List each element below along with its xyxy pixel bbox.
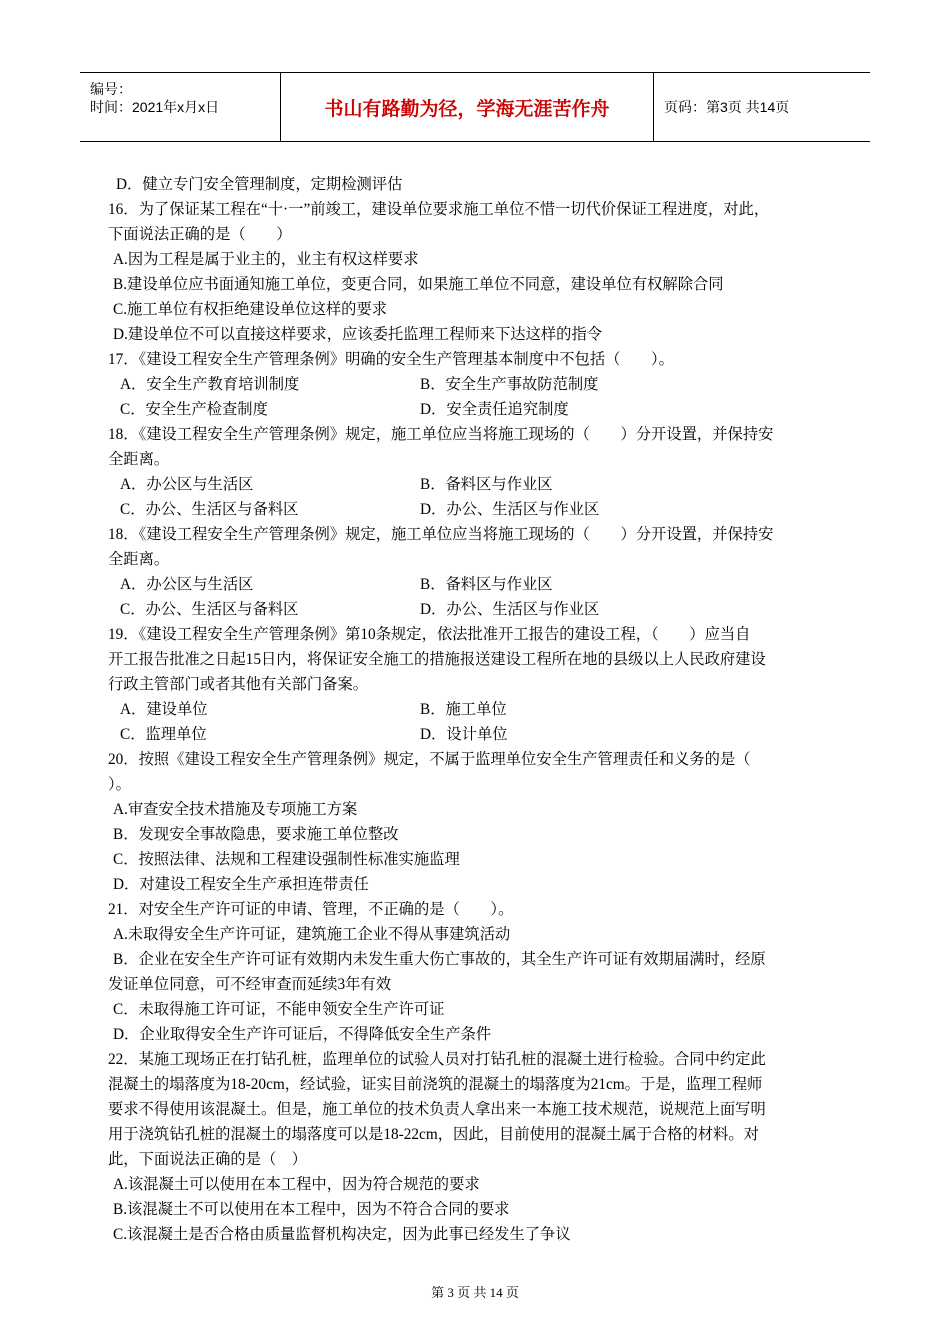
option-text: C．办公、生活区与备料区: [120, 501, 299, 518]
text-line: 18．《建设工程安全生产管理条例》规定，施工单位应当将施工现场的（ ）分开设置，并保持安: [108, 426, 774, 443]
document-body: [108, 172, 853, 1247]
text-line: C.施工单位有权拒绝建设单位这样的要求: [113, 301, 388, 318]
text-line: 19．《建设工程安全生产管理条例》第10条规定，依法批准开工报告的建设工程，（ ）应当自: [108, 626, 751, 643]
text-line: B．发现安全事故隐患，要求施工单位整改: [113, 826, 399, 843]
option-text: D．办公、生活区与作业区: [420, 601, 600, 618]
option-row: [108, 597, 853, 622]
text-line: A.审查安全技术措施及专项施工方案: [113, 801, 358, 818]
text-line: 开工报告批准之日起15日内，将保证安全施工的措施报送建设工程所在地的县级以上人民政府建设: [108, 651, 766, 668]
option-row: [108, 572, 853, 597]
option-row: [108, 722, 853, 747]
option-row: [108, 372, 853, 397]
text-line: D．企业取得安全生产许可证后，不得降低安全生产条件: [113, 1026, 492, 1043]
text-line: 18．《建设工程安全生产管理条例》规定，施工单位应当将施工现场的（ ）分开设置，并保持安: [108, 526, 774, 543]
text-line: A.因为工程是属于业主的，业主有权这样要求: [113, 251, 419, 268]
option-text: A．安全生产教育培训制度: [120, 376, 300, 393]
text-line: D．健立专门安全管理制度，定期检测评估: [116, 176, 403, 193]
text-line: 用于浇筑钻孔桩的混凝土的塌落度可以是18-22cm，因此，目前使用的混凝土属于合格的材料。对: [108, 1126, 759, 1143]
text-line: 17．《建设工程安全生产管理条例》明确的安全生产管理基本制度中不包括（ ）。: [108, 351, 674, 368]
text-line: 21．对安全生产许可证的申请、管理，不正确的是（ ）。: [108, 901, 514, 918]
text-line: 下面说法正确的是（ ）: [108, 226, 292, 243]
option-text: A．办公区与生活区: [120, 576, 254, 593]
page-header: [80, 72, 870, 142]
page-footer: 第 3 页 共 14 页: [431, 1285, 519, 1300]
text-line: C．按照法律、法规和工程建设强制性标准实施监理: [113, 851, 460, 868]
text-line: C.该混凝土是否合格由质量监督机构决定，因为此事已经发生了争议: [113, 1226, 571, 1243]
text-line: 20．按照《建设工程安全生产管理条例》规定，不属于监理单位安全生产管理责任和义务的是（: [108, 751, 751, 768]
option-text: B．施工单位: [420, 701, 507, 718]
option-text: C．安全生产检查制度: [120, 401, 268, 418]
header-info-cell: [80, 73, 281, 141]
document-number-label: 编号：: [90, 81, 132, 97]
option-text: D．安全责任追究制度: [420, 401, 569, 418]
option-text: A．建设单位: [120, 701, 208, 718]
option-row: [108, 472, 853, 497]
text-line: 要求不得使用该混凝土。但是，施工单位的技术负责人拿出来一本施工技术规范，说规范上面写明: [108, 1101, 766, 1118]
option-row: [108, 697, 853, 722]
option-text: C．办公、生活区与备料区: [120, 601, 299, 618]
option-text: B．备料区与作业区: [420, 476, 553, 493]
text-line: 此，下面说法正确的是（ ）: [108, 1151, 307, 1168]
text-line: B.该混凝土不可以使用在本工程中，因为不符合合同的要求: [113, 1201, 510, 1218]
text-line: 发证单位同意，可不经审查而延续3年有效: [108, 976, 391, 993]
option-text: C．监理单位: [120, 726, 207, 743]
text-line: 全距离。: [108, 551, 170, 568]
text-line: D．对建设工程安全生产承担连带责任: [113, 876, 369, 893]
text-line: 行政主管部门或者其他有关部门备案。: [108, 676, 369, 693]
header-page-label: 页码：第3页 共14页: [664, 99, 790, 115]
option-text: A．办公区与生活区: [120, 476, 254, 493]
text-line: 22．某施工现场正在打钻孔桩，监理单位的试验人员对打钻孔桩的混凝土进行检验。合同中约定此: [108, 1051, 766, 1068]
document-time-label: 时间：2021年x月x日: [90, 99, 220, 115]
option-text: D．设计单位: [420, 726, 508, 743]
text-line: B.建设单位应书面通知施工单位，变更合同，如果施工单位不同意，建设单位有权解除合同: [113, 276, 724, 293]
text-line: 16．为了保证某工程在“十·一”前竣工，建设单位要求施工单位不惜一切代价保证工程进度，对此，: [108, 201, 770, 218]
option-row: [108, 497, 853, 522]
text-line: A.未取得安全生产许可证，建筑施工企业不得从事建筑活动: [113, 926, 511, 943]
text-line: 混凝土的塌落度为18-20cm，经试验，证实目前浇筑的混凝土的塌落度为21cm。于是，监理工程师: [108, 1076, 763, 1093]
text-line: 全距离。: [108, 451, 170, 468]
header-motto: 书山有路勤为径，学海无涯苦作舟: [281, 73, 654, 141]
text-line: ）。: [108, 776, 131, 793]
text-line: D.建设单位不可以直接这样要求，应该委托监理工程师来下达这样的指令: [113, 326, 603, 343]
option-text: D．办公、生活区与作业区: [420, 501, 600, 518]
text-line: A.该混凝土可以使用在本工程中，因为符合规范的要求: [113, 1176, 480, 1193]
text-line: C．未取得施工许可证，不能申领安全生产许可证: [113, 1001, 445, 1018]
option-text: B．备料区与作业区: [420, 576, 553, 593]
option-row: [108, 397, 853, 422]
option-text: B．安全生产事故防范制度: [420, 376, 599, 393]
text-line: B．企业在安全生产许可证有效期内未发生重大伤亡事故的，其全生产许可证有效期届满时，经原: [113, 951, 766, 968]
